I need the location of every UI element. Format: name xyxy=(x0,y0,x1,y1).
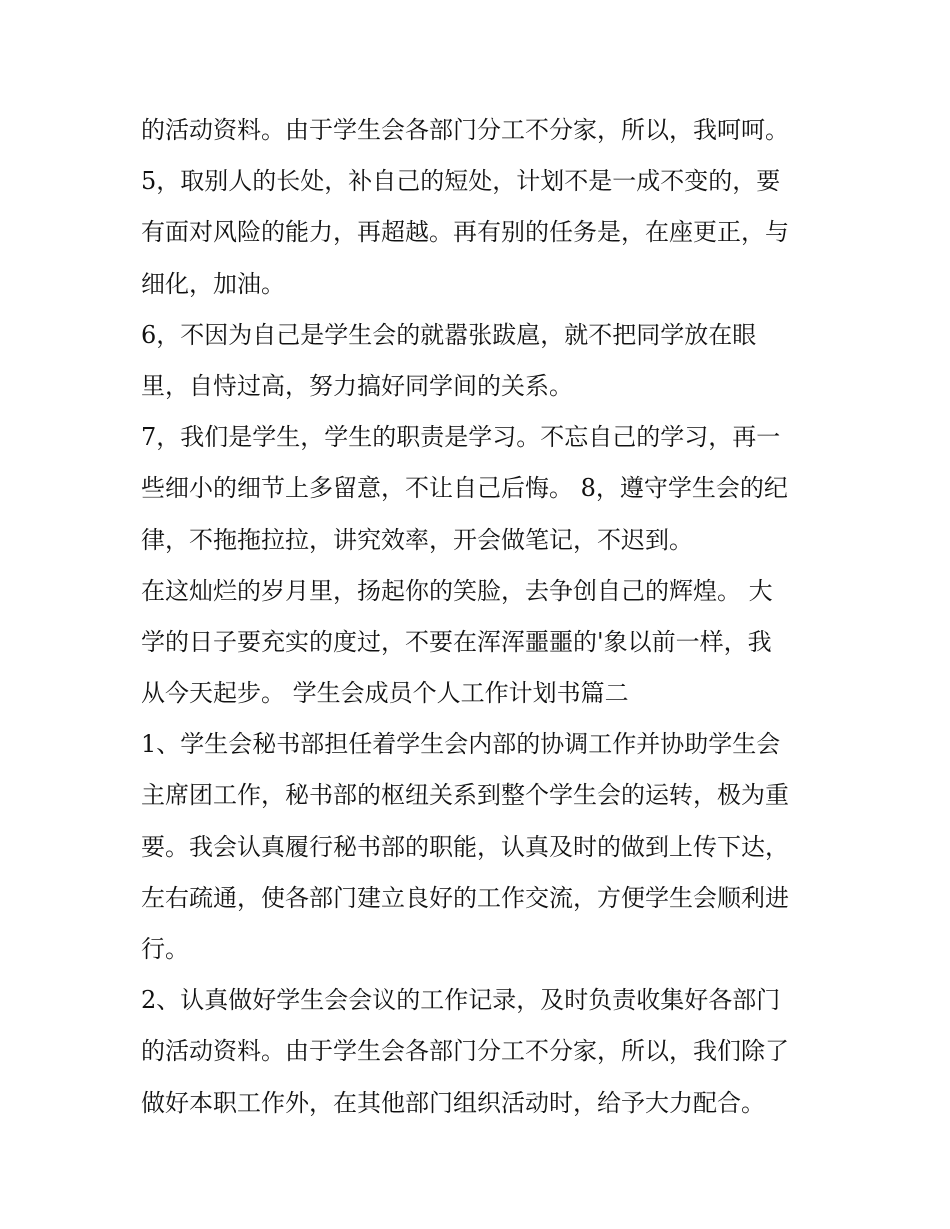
text-line: 要。我会认真履行秘书部的职能，认真及时的做到上传下达， xyxy=(141,832,789,861)
text-line: 做好本职工作外，在其他部门组织活动时，给予大力配合。 xyxy=(141,1088,765,1117)
text-line: 从今天起步。 学生会成员个人工作计划书篇二 xyxy=(141,679,629,708)
text-line: 行。 xyxy=(141,935,189,963)
text-line: 细化，加油。 xyxy=(141,269,285,298)
body-text xyxy=(141,105,821,1129)
text-line: 2、认真做好学生会会议的工作记录，及时负责收集好各部门 xyxy=(141,986,781,1015)
text-line: 的活动资料。由于学生会各部门分工不分家，所以，我们除了 xyxy=(141,1037,789,1066)
text-line: 在这灿烂的岁月里，扬起你的笑脸，去争创自己的辉煌。 大 xyxy=(141,576,773,605)
text-line: 学的日子要充实的度过，不要在浑浑噩噩的'象以前一样，我 xyxy=(141,627,772,656)
text-line: 里，自恃过高，努力搞好同学间的关系。 xyxy=(141,371,573,400)
text-line: 律，不拖拖拉拉，讲究效率，开会做笔记，不迟到。 xyxy=(141,525,693,554)
text-line: 7，我们是学生，学生的职责是学习。不忘自己的学习，再一 xyxy=(141,423,781,452)
text-line: 5，取别人的长处，补自己的短处，计划不是一成不变的，要 xyxy=(141,167,781,196)
text-line: 1、学生会秘书部担任着学生会内部的协调工作并协助学生会 xyxy=(141,730,781,759)
text-line: 主席团工作，秘书部的枢纽关系到整个学生会的运转，极为重 xyxy=(141,781,789,810)
text-line: 6，不因为自己是学生会的就嚣张跋扈，就不把同学放在眼 xyxy=(141,320,757,349)
text-line: 些细小的细节上多留意，不让自己后悔。 8，遵守学生会的纪 xyxy=(141,474,788,503)
text-line: 左右疏通，使各部门建立良好的工作交流，方便学生会顺利进 xyxy=(141,883,789,912)
text-line: 有面对风险的能力，再超越。再有别的任务是，在座更正，与 xyxy=(141,218,789,247)
text-line: 的活动资料。由于学生会各部门分工不分家，所以，我呵呵。 xyxy=(141,116,789,144)
